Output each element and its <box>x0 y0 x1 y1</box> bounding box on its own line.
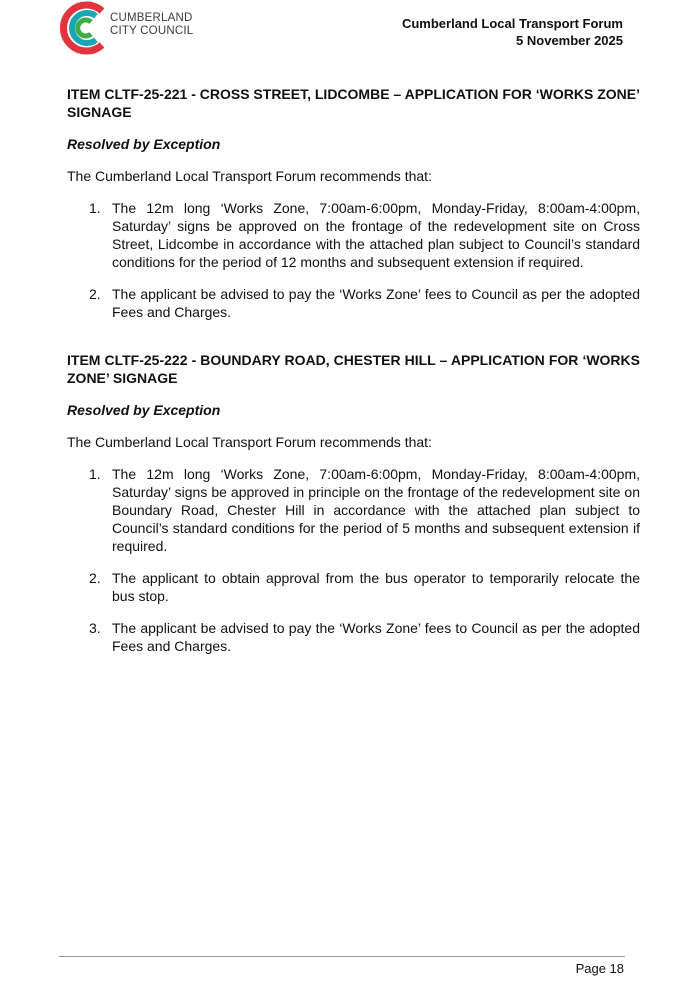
list-number: 3. <box>89 620 101 636</box>
recommendation-list <box>67 465 640 655</box>
forum-title: Cumberland Local Transport Forum <box>401 16 623 31</box>
recommendation-text: The 12m long ‘Works Zone, 7:00am-6:00pm, Monday-Friday, 8:00am-4:00pm, Saturday’ signs be approved on the frontage of the redevelopment site on Cross Street, Lidcombe in accordance with the attached plan subject to Council’s standard conditions for the period of 12 months and subsequent extension if required. <box>112 200 640 270</box>
logo-line-2: CITY COUNCIL <box>110 24 194 37</box>
item-heading: ITEM CLTF-25-221 - CROSS STREET, LIDCOMBE – APPLICATION FOR ‘WORKS ZONE’ SIGNAGE <box>67 86 640 120</box>
recommendation-intro: The Cumberland Local Transport Forum recommends that: <box>67 168 432 184</box>
recommendation-text: The applicant to obtain approval from the bus operator to temporarily relocate the bus stop. <box>112 570 640 604</box>
header-meta <box>402 15 623 49</box>
list-number: 1. <box>89 200 101 216</box>
minutes-content <box>67 85 640 669</box>
list-number: 1. <box>89 466 101 482</box>
list-number: 2. <box>89 570 101 586</box>
item-heading: ITEM CLTF-25-222 - BOUNDARY ROAD, CHESTER HILL – APPLICATION FOR ‘WORKS ZONE’ SIGNAGE <box>67 352 640 386</box>
logo-wordmark <box>110 12 193 37</box>
recommendation-list <box>67 199 640 321</box>
recommendation-item <box>67 465 640 555</box>
footer-divider <box>59 956 625 957</box>
list-number: 2. <box>89 286 101 302</box>
recommendation-intro: The Cumberland Local Transport Forum recommends that: <box>67 434 432 450</box>
resolved-label: Resolved by Exception <box>67 136 221 152</box>
council-logo-icon <box>58 0 110 56</box>
page-number: Page 18 <box>575 961 624 976</box>
item-section <box>67 85 640 321</box>
meeting-date: 5 November 2025 <box>516 33 623 48</box>
logo-line-1: CUMBERLAND <box>110 12 193 24</box>
recommendation-item <box>67 199 640 271</box>
recommendation-text: The applicant be advised to pay the ‘Works Zone’ fees to Council as per the adopted Fees and Charges. <box>112 620 640 654</box>
council-logo <box>58 0 218 56</box>
recommendation-item <box>67 285 640 321</box>
item-section <box>67 351 640 655</box>
recommendation-text: The 12m long ‘Works Zone, 7:00am-6:00pm, Monday-Friday, 8:00am-4:00pm, Saturday’ signs be approved in principle on the frontage of the redevelopment site on Boundary Road, Chester Hill in accordance with the attached plan subject to Council’s standard conditions for the period of 5 months and subsequent extension if required. <box>112 466 640 554</box>
recommendation-item <box>67 619 640 655</box>
resolved-label: Resolved by Exception <box>67 402 221 418</box>
recommendation-text: The applicant be advised to pay the ‘Works Zone’ fees to Council as per the adopted Fees and Charges. <box>112 286 640 320</box>
recommendation-item <box>67 569 640 605</box>
